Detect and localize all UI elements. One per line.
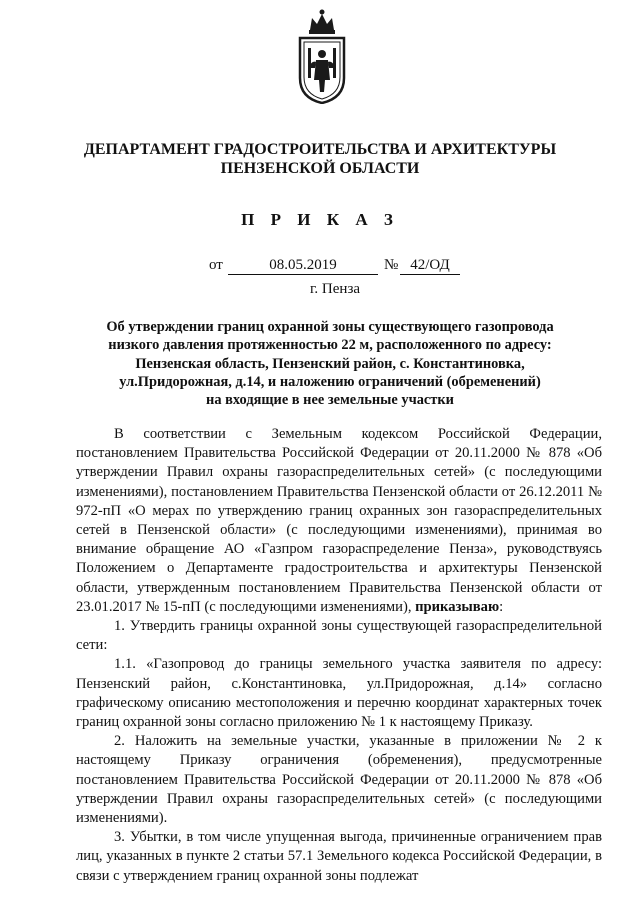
- intro-text: В соответствии с Земельным кодексом Российской Федерации, постановлением Правительства Российской Федерации от 20.11.2000 № 878 «Об утверждении Правил охраны газораспределительных сетей» (с последующими изменениями), постановлением Правительства Пензенской области от 26.12.2011 № 972-пП «О мерах по утверждению границ охранных зон газораспределительных сетей в Пензенской области» (с последующими изменениями), принимая во внимание обращение АО «Газпром газораспределение Пенза», руководствуясь Положением о Департаменте градостроительства и архитектуры Пензенской области, утвержденным постановлением Правительства Пензенской области от 23.01.2017 № 15-пП (с последующими изменениями),: [76, 426, 602, 615]
- order-date: 08.05.2019: [228, 256, 378, 275]
- department-name: [40, 140, 600, 178]
- title-line-2: низкого давления протяженностью 22 м, расположенного по адресу:: [108, 337, 552, 354]
- from-label: от: [209, 257, 223, 273]
- order-number: 42/ОД: [400, 256, 460, 275]
- item-2: 2. Наложить на земельные участки, указанные в приложении № 2 к настоящему Приказу ограничения (обременения), предусмотренные постановлением Правительства Российской Федерации от 20.11.2000 № 878 «Об утверждении Правил охраны газораспределительных сетей» (с последующими изменениями).: [76, 733, 602, 827]
- city: г. Пенза: [309, 281, 361, 297]
- department-line-2: ПЕНЗЕНСКОЙ ОБЛАСТИ: [220, 160, 420, 177]
- title-line-1: Об утверждении границ охранной зоны существующего газопровода: [106, 319, 554, 335]
- item-3: 3. Убытки, в том числе упущенная выгода, причиненные ограничением прав лиц, указанных в пункте 2 статьи 57.1 Земельного кодекса Российской Федерации, в связи с утверждением границ охранной зоны подлежат: [76, 829, 602, 884]
- department-line-1: ДЕПАРТАМЕНТ ГРАДОСТРОИТЕЛЬСТВА И АРХИТЕКТУРЫ: [83, 141, 557, 158]
- document-type: П Р И К А З: [241, 210, 399, 229]
- title-line-3: Пензенская область, Пензенский район, с. Константиновка,: [135, 355, 525, 372]
- intro-paragraph: [76, 425, 602, 617]
- document-body: [76, 425, 602, 886]
- document-title: [60, 318, 600, 409]
- title-line-4: ул.Придорожная, д.14, и наложению ограничений (обременений): [119, 373, 541, 390]
- decree-word: приказываю: [415, 598, 500, 615]
- item-1: 1. Утвердить границы охранной зоны существующей газораспределительной сети:: [76, 618, 602, 654]
- intro-colon: :: [499, 598, 504, 615]
- title-line-5: на входящие в нее земельные участки: [206, 392, 454, 409]
- penza-coat-of-arms-icon: [294, 8, 350, 104]
- number-label: №: [384, 257, 399, 273]
- item-1-1: 1.1. «Газопровод до границы земельного участка заявителя по адресу: Пензенский район, с.Константиновка, ул.Придорожная, д.14» согласно графическому описанию местоположения и перечню координат характерных точек границ охранной зоны согласно приложению № 1 к настоящему Приказу.: [76, 656, 602, 731]
